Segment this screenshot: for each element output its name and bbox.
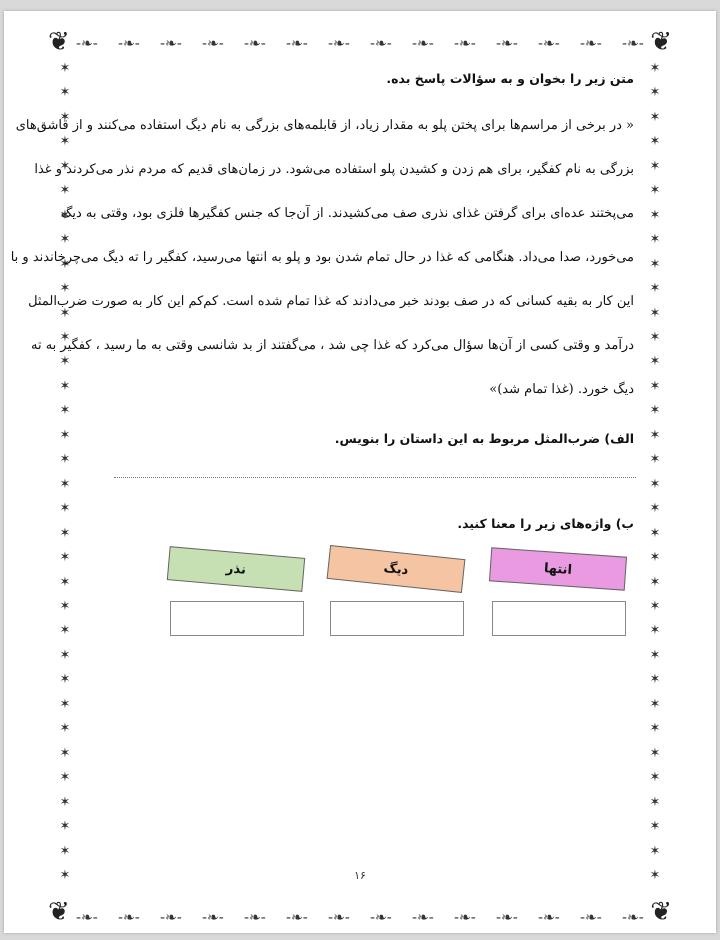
flourish-icon [60,575,71,590]
flourish-icon [650,330,661,345]
flourish-icon [650,208,661,223]
flourish-icon [60,819,71,834]
bottom-border-ornament [76,909,644,927]
answer-line-dotted[interactable] [114,477,636,478]
flourish-icon [60,697,71,712]
flourish-icon [650,477,661,492]
flourish-icon [244,910,266,926]
flourish-icon [370,36,392,52]
flourish-icon [650,599,661,614]
flourish-icon [60,599,71,614]
flourish-icon [650,770,661,785]
flourish-icon [60,623,71,638]
flourish-icon [60,795,71,810]
passage-line: می‌پختند عده‌ای برای گرفتن غذای نذری صف می‌کشیدند. از آن‌جا که جنس کفگیرها فلزی بود، وقتی به دیگ [60,206,634,221]
flourish-icon [60,526,71,541]
flourish-icon [650,746,661,761]
meaning-answer-box[interactable] [330,601,464,636]
flourish-icon [538,36,560,52]
vocab-item-nazr [168,546,304,636]
passage-line: « در برخی از مراسم‌ها برای پختن پلو به مقدار زیاد، از قابلمه‌های بزرگی به نام دیگ استفاده می‌کنند و از قاشق‌های [15,118,634,133]
flourish-icon [60,721,71,736]
flourish-icon [286,910,308,926]
flourish-icon [650,379,661,394]
flourish-icon [650,648,661,663]
flourish-icon [650,257,661,272]
flourish-icon [650,428,661,443]
flourish-icon [60,501,71,516]
worksheet-page [4,11,716,933]
flourish-icon [622,910,644,926]
flourish-icon [60,844,71,859]
corner-ornament-icon: ❦ [48,897,70,927]
flourish-icon [650,134,661,149]
passage-line: درآمد و وقتی کسی از آن‌ها سؤال می‌کرد که غذا چی شد ، می‌گفتند از بد شانسی وقتی به ما رسید ، کفگیر به ته [30,338,634,353]
passage-line: دیگ خورد. (غذا تمام شد)» [489,382,634,397]
flourish-icon [650,281,661,296]
flourish-icon [650,85,661,100]
flourish-icon [650,159,661,174]
flourish-icon [76,36,98,52]
flourish-icon [580,36,602,52]
question-a: الف) ضرب‌المثل مربوط به این داستان را بنویس. [334,431,634,446]
flourish-icon [650,501,661,516]
flourish-icon [650,403,661,418]
meaning-answer-box[interactable] [170,601,304,636]
vocabulary-exercise [116,546,634,646]
flourish-icon [650,623,661,638]
passage-line: بزرگی به نام کفگیر، برای هم زدن و کشیدن پلو استفاده می‌شود. در زمان‌های قدیم که مردم نذر می‌کردند و غذا [34,162,634,177]
flourish-icon [244,36,266,52]
flourish-icon [650,232,661,247]
flourish-icon [118,910,140,926]
flourish-icon [286,36,308,52]
passage-line: می‌خورد، صدا می‌داد. هنگامی که غذا در حال تمام شدن بود و پلو به انتها می‌رسید، کفگیر را ته دیگ می‌چرخاندند و با [10,250,634,265]
right-border-ornament [646,61,664,883]
flourish-icon [496,36,518,52]
flourish-icon [650,795,661,810]
flourish-icon [650,721,661,736]
flourish-icon [60,550,71,565]
flourish-icon [650,672,661,687]
flourish-icon [328,910,350,926]
corner-ornament-icon: ❦ [650,897,672,927]
flourish-icon [60,770,71,785]
flourish-icon [650,844,661,859]
word-tag: نذر [167,546,305,592]
flourish-icon [160,36,182,52]
vocab-item-entehaa [490,546,626,636]
story-passage [10,111,634,419]
flourish-icon [650,526,661,541]
corner-ornament-icon: ❦ [48,27,70,57]
flourish-icon [650,452,661,467]
meaning-answer-box[interactable] [492,601,626,636]
flourish-icon [650,183,661,198]
flourish-icon [650,61,661,76]
flourish-icon [118,36,140,52]
flourish-icon [650,354,661,369]
instruction-heading: متن زیر را بخوان و به سؤالات پاسخ بده. [386,71,634,86]
flourish-icon [412,36,434,52]
top-border-ornament [76,35,644,53]
word-tag: دیگ [327,545,466,593]
flourish-icon [650,819,661,834]
flourish-icon [412,910,434,926]
flourish-icon [60,452,71,467]
flourish-icon [202,36,224,52]
flourish-icon [60,428,71,443]
flourish-icon [650,306,661,321]
flourish-icon [60,85,71,100]
passage-line: این کار به بقیه کسانی که در صف بودند خبر می‌دادند که غذا تمام شده است. کم‌کم این کار به صورت ضرب‌المثل [28,294,634,309]
question-b: ب) واژه‌های زیر را معنا کنید. [457,516,634,531]
word-tag: انتها [489,547,627,590]
flourish-icon [370,910,392,926]
flourish-icon [454,36,476,52]
flourish-icon [60,379,71,394]
flourish-icon [328,36,350,52]
flourish-icon [650,575,661,590]
flourish-icon [496,910,518,926]
flourish-icon [60,403,71,418]
flourish-icon [650,697,661,712]
flourish-icon [60,183,71,198]
flourish-icon [454,910,476,926]
flourish-icon [60,61,71,76]
flourish-icon [76,910,98,926]
page-number: ۱۶ [354,869,366,882]
flourish-icon [202,910,224,926]
flourish-icon [160,910,182,926]
flourish-icon [60,477,71,492]
flourish-icon [60,746,71,761]
vocab-item-dig [328,546,464,636]
flourish-icon [60,672,71,687]
flourish-icon [538,910,560,926]
flourish-icon [60,648,71,663]
flourish-icon [650,110,661,125]
flourish-icon [622,36,644,52]
corner-ornament-icon: ❦ [650,27,672,57]
flourish-icon [650,550,661,565]
flourish-icon [580,910,602,926]
